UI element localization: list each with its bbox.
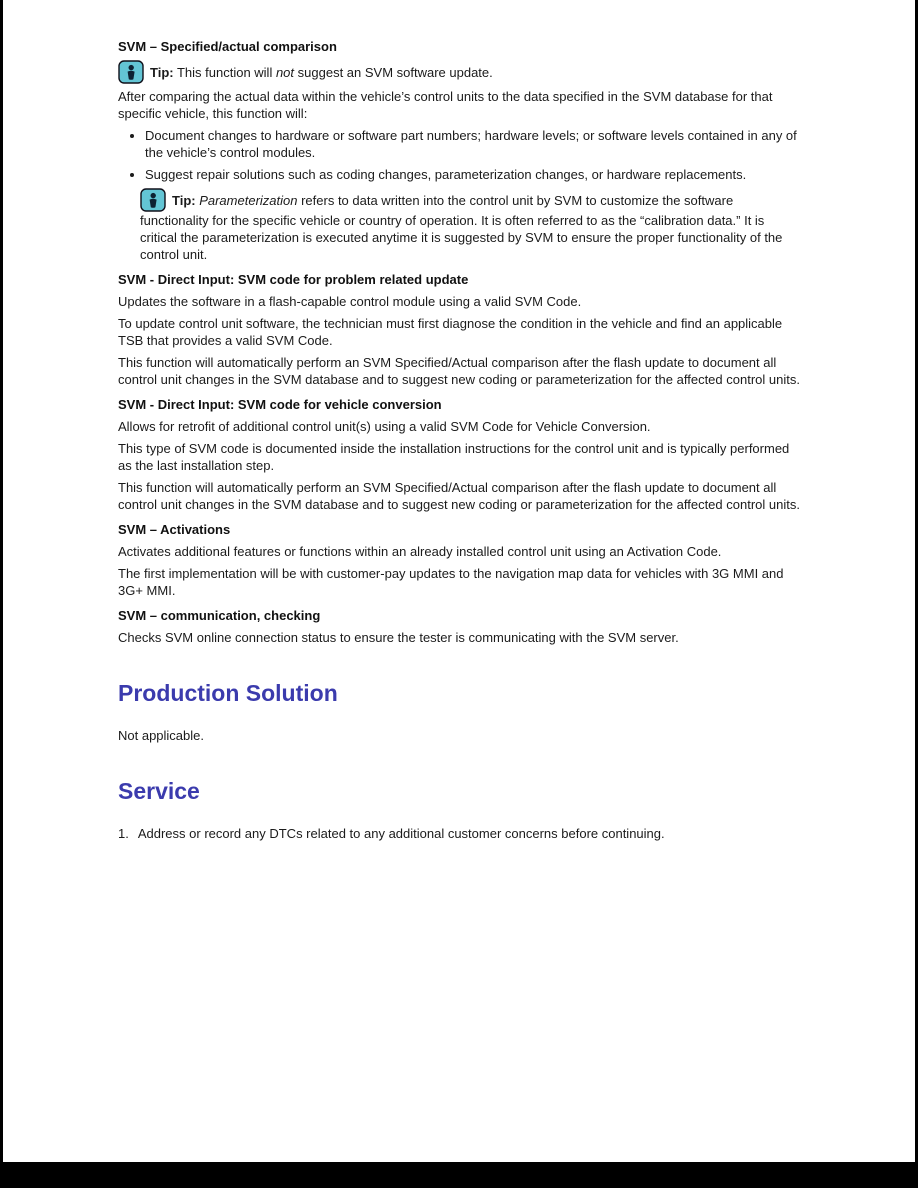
tip-text: refers to data written into the control unit by SVM to customize the software functionality for the specific vehicle or country of operation. It is often referred to as the “calibration data.” It is critical the parameterization is executed anytime it is suggested by SVM to ensure the proper functionality of the control unit. (140, 193, 783, 262)
tip-text-italic: Parameterization (195, 193, 298, 208)
tip-note (118, 60, 802, 84)
paragraph: Updates the software in a flash-capable control module using a valid SVM Code. (118, 294, 582, 309)
tip-note (140, 188, 802, 263)
info-tip-icon (140, 188, 166, 212)
bullet-list (118, 127, 802, 183)
paragraph: Checks SVM online connection status to ensure the tester is communicating with the SVM server. (118, 630, 679, 645)
paragraph: After comparing the actual data within the vehicle’s control units to the data specified in the SVM database for that specific vehicle, this function will: (118, 89, 773, 121)
paragraph: Not applicable. (118, 728, 204, 743)
page-title-production-solution: Production Solution (118, 680, 338, 706)
list-item-number: 1. (118, 826, 129, 841)
bullet-item: • Document changes to hardware or software part numbers; hardware levels; or software levels contained in any of the vehicle’s control modules. (145, 127, 802, 161)
paragraph: This function will automatically perform an SVM Specified/Actual comparison after the flash update to document all control unit changes in the SVM database and to suggest new coding or parameterization for the affected control units. (118, 355, 800, 387)
tip-text-italic: not (275, 65, 295, 80)
section-heading-communication: SVM – communication, checking (118, 608, 321, 623)
page-edge-left (0, 0, 3, 1188)
info-tip-icon (118, 60, 144, 84)
tip-label: Tip: (172, 193, 196, 208)
paragraph: This type of SVM code is documented inside the installation instructions for the control unit and is typically performed as the last installation step. (118, 441, 790, 473)
section-heading-specified-actual: SVM – Specified/actual comparison (118, 39, 337, 54)
tip-text: This function will (173, 65, 276, 80)
paragraph: Activates additional features or functions within an already installed control unit using an Activation Code. (118, 544, 722, 559)
numbered-list-item (118, 825, 802, 842)
tip-text: suggest an SVM software update. (294, 65, 493, 80)
paragraph: This function will automatically perform an SVM Specified/Actual comparison after the flash update to document all control unit changes in the SVM database and to suggest new coding or parameterization for the affected control units. (118, 480, 800, 512)
bullet-item: • Suggest repair solutions such as coding changes, parameterization changes, or hardware replacements. (145, 166, 802, 183)
section-heading-activations: SVM – Activations (118, 522, 231, 537)
paragraph: The first implementation will be with customer-pay updates to the navigation map data for vehicles with 3G MMI and 3G+ MMI. (118, 566, 784, 598)
tip-label: Tip: (150, 65, 174, 80)
document-content (118, 38, 802, 847)
paragraph: Allows for retrofit of additional control unit(s) using a valid SVM Code for Vehicle Conversion. (118, 419, 651, 434)
page-edge-bottom (0, 1162, 918, 1188)
paragraph: To update control unit software, the technician must first diagnose the condition in the vehicle and find an applicable TSB that provides a valid SVM Code. (118, 316, 783, 348)
section-heading-vehicle-conversion: SVM - Direct Input: SVM code for vehicle conversion (118, 397, 442, 412)
list-item-text: Address or record any DTCs related to any additional customer concerns before continuing. (137, 826, 665, 841)
page-title-service: Service (118, 778, 200, 804)
section-heading-problem-update: SVM - Direct Input: SVM code for problem related update (118, 272, 469, 287)
